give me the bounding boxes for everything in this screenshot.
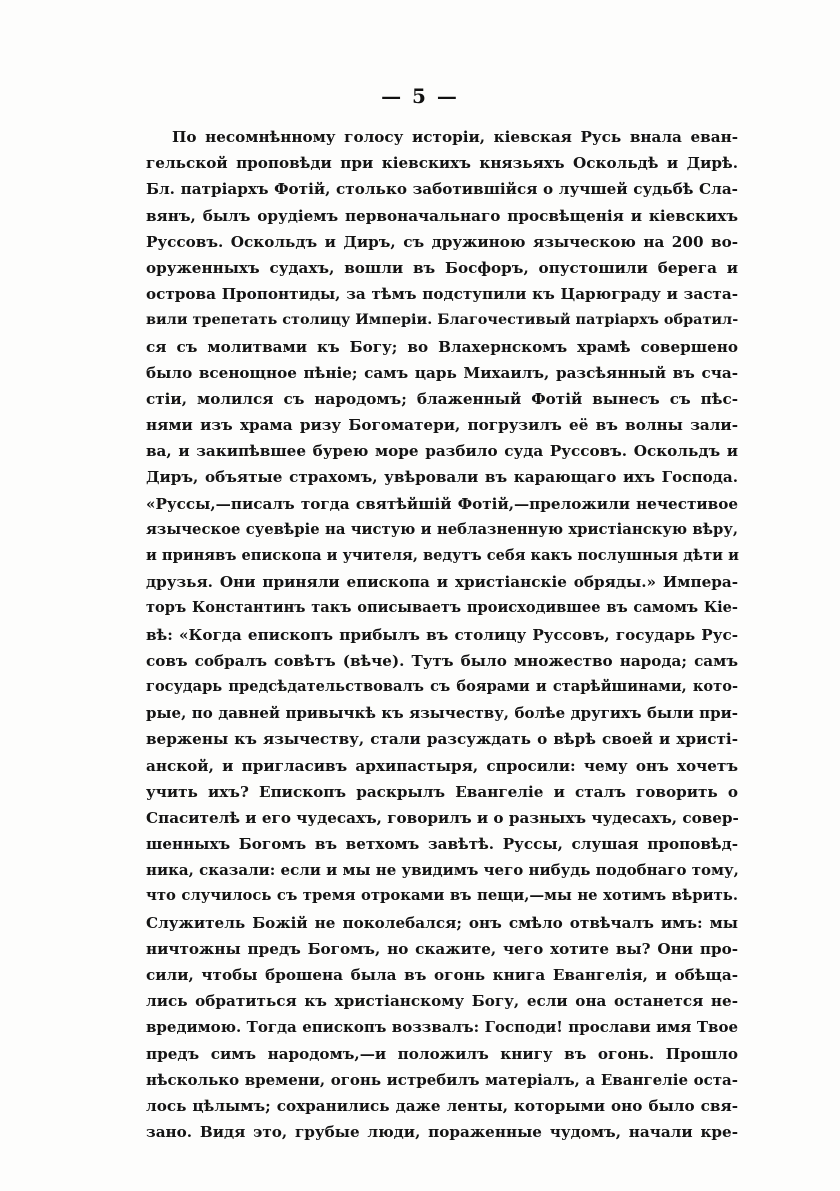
text-line: сили, чтобы брошена была въ огонь книга Евангелія, и обѣща- [146, 966, 738, 984]
text-line: шенныхъ Богомъ въ ветхомъ завѣтѣ. Руссы, слушая проповѣд- [146, 835, 738, 854]
text-line: ва, и закипѣвшее бурею море разбило суда Руссовъ. Оскольдъ и [146, 442, 738, 461]
text-line: вредимою. Тогда епископъ воззвалъ: Господи! прослави имя Твое [146, 1018, 738, 1037]
text-line: ся съ молитвами къ Богу; во Влахернскомъ храмѣ совершено [146, 337, 738, 356]
text-line: друзья. Они приняли епископа и христіанскіе обряды.» Импера- [146, 573, 738, 592]
text-line: предъ симъ народомъ,—и положилъ книгу въ огонь. Прошло [146, 1044, 738, 1063]
text-line: Служитель Божій не поколебался; онъ смѣло отвѣчалъ имъ: мы [146, 913, 738, 932]
text-line: совъ собралъ совѣтъ (вѣче). Тутъ было множество народа; самъ [146, 651, 738, 670]
text-line: было всенощное пѣніе; самъ царь Михаилъ, разсѣянный въ сча- [146, 363, 738, 382]
text-line: языческое суевѣріе на чистую и неблазненную христіанскую вѣру, [146, 520, 738, 538]
text-line: и принявъ епископа и учителя, ведутъ себя какъ послушныя дѣти и [146, 547, 739, 564]
text-line: ничтожны предъ Богомъ, но скажите, чего хотите вы? Они про- [146, 939, 738, 958]
text-line: нѣсколько времени, огонь истребилъ матеріалъ, а Евангеліе оста- [146, 1070, 738, 1089]
text-line: что случилось съ тремя отроками въ пещи,—мы не хотимъ вѣрить. [146, 887, 738, 905]
text-line: вили трепетать столицу Имперіи. Благочестивый патріархъ обратил- [146, 311, 739, 329]
text-line: Бл. патріархъ Фотій, столько заботившійся о лучшей судьбѣ Сла- [146, 180, 738, 199]
text-line: нями изъ храма ризу Богоматери, погрузилъ её въ волны зали- [146, 416, 738, 435]
text-line: оруженныхъ судахъ, вошли въ Босфоръ, опустошили берега и [146, 258, 738, 277]
text-line: Диръ, объятые страхомъ, увѣровали въ карающаго ихъ Господа. [146, 468, 738, 487]
text-line: гельской проповѣди при кіевскихъ князьяхъ Оскольдѣ и Дирѣ. [146, 154, 738, 173]
text-line: вѣ: «Когда епископъ прибылъ въ столицу Руссовъ, государь Рус- [146, 625, 738, 644]
page-number: — 5 — [381, 84, 459, 108]
text-line: вянъ, былъ орудіемъ первоначальнаго просвѣщенія и кіевскихъ [146, 206, 738, 225]
text-line: торъ Константинъ такъ описываетъ происходившее въ самомъ Кіе- [146, 599, 738, 617]
text-line: лось цѣлымъ; сохранились даже ленты, которыми оно было свя- [146, 1096, 738, 1115]
text-line: вержены къ язычеству, стали разсуждать о вѣрѣ своей и христі- [146, 730, 738, 749]
text-line: учить ихъ? Епископъ раскрылъ Евангеліе и сталъ говорить о [146, 782, 738, 801]
text-line: ника, сказали: если и мы не увидимъ чего нибудь подобнаго тому, [146, 861, 739, 880]
text-line: «Руссы,—писалъ тогда святѣйшій Фотій,—преложили нечестивое [146, 494, 738, 513]
text-line: зано. Видя это, грубые люди, пораженные чудомъ, начали кре- [146, 1123, 738, 1142]
text-line: стіи, молился съ народомъ; блаженный Фотій вынесъ съ пѣс- [146, 389, 738, 408]
text-line: лись обратиться къ христіанскому Богу, если она останется не- [146, 992, 738, 1011]
text-line: Спасителѣ и его чудесахъ, говорилъ и о разныхъ чудесахъ, совер- [146, 808, 739, 827]
text-line: острова Пропонтиды, за тѣмъ подступили къ Царюграду и застa- [146, 285, 738, 304]
text-line: По несомнѣнному голосу исторіи, кіевская Русь внала еван- [172, 128, 738, 146]
text-line: государь предсѣдательствовалъ съ боярами и старѣйшинами, кото- [146, 677, 738, 695]
body-text [146, 124, 738, 1145]
text-line: анской, и пригласивъ архипастыря, спросили: чему онъ хочетъ [146, 756, 738, 775]
text-line: Руссовъ. Оскольдъ и Диръ, съ дружиною языческою на 200 во- [146, 232, 738, 251]
text-line: рые, по давней привычкѣ къ язычеству, болѣе другихъ были при- [146, 704, 738, 723]
